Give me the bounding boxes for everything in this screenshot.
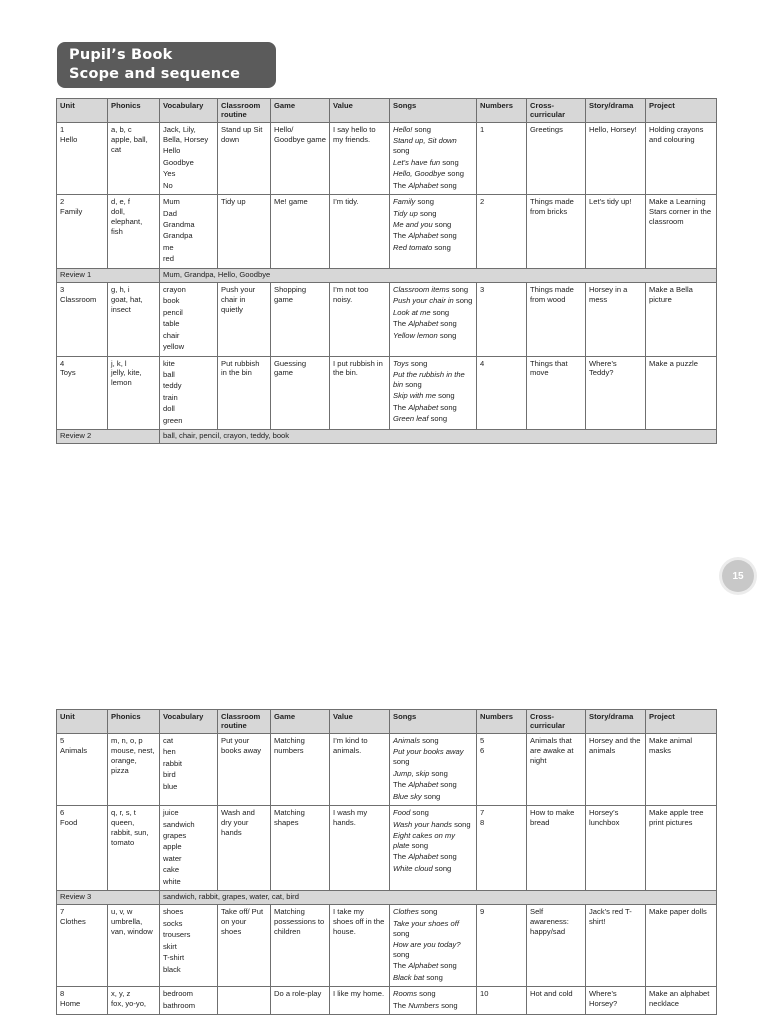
song-line: Red tomato song [393, 242, 451, 252]
routine-cell: Tidy up [218, 195, 271, 269]
number-line: 9 [480, 907, 485, 917]
vocabulary-word: crayon [163, 284, 186, 294]
phonics-line: g, h, i [111, 284, 130, 294]
unit-line: 5 [60, 735, 65, 745]
song-title: Put the rubbish in the bin [393, 369, 465, 389]
song-title: Wash your hands [393, 819, 452, 829]
song-line: The Alphabet song [393, 852, 457, 862]
unit-cell [57, 122, 108, 194]
vocabulary-word: water [163, 853, 182, 863]
routine-cell: Put your books away [218, 733, 271, 805]
song-title: Rooms [393, 989, 418, 999]
unit-cell [57, 987, 108, 1015]
page-number-badge: 15 [722, 560, 754, 592]
phonics-line: jelly, kite, lemon [111, 368, 142, 388]
column-header: Cross-curricular [527, 99, 586, 123]
song-title: White cloud [393, 863, 433, 873]
project-cell: Holding crayons and colouring [646, 122, 717, 194]
review-words: ball, chair, pencil, crayon, teddy, book [160, 430, 717, 444]
vocabulary-cell [160, 733, 218, 805]
routine-cell: Take off/ Put on your shoes [218, 905, 271, 987]
unit-cell [57, 195, 108, 269]
vocabulary-word: Mum [163, 197, 180, 207]
song-title: Toys [393, 358, 409, 368]
vocabulary-word: bedroom [163, 989, 193, 999]
song-line: Toys song [393, 358, 428, 368]
column-header: Vocabulary [160, 99, 218, 123]
song-line: Blue sky song [393, 791, 441, 801]
phonics-cell [108, 733, 160, 805]
unit-cell [57, 905, 108, 987]
phonics-line: x, y, z [111, 989, 131, 999]
numbers-cell [477, 733, 527, 805]
song-line: Food song [393, 808, 429, 818]
phonics-cell [108, 195, 160, 269]
song-title: Green leaf [393, 414, 429, 424]
song-title: Alphabet [408, 780, 439, 790]
cross-curricular-cell: Things that move [527, 356, 586, 430]
game-cell: Matching possessions to children [271, 905, 330, 987]
song-line: Green leaf song [393, 414, 448, 424]
song-title: Look at me [393, 307, 431, 317]
song-line: Skip with me song [393, 391, 455, 401]
songs-cell [390, 195, 477, 269]
unit-line: Animals [60, 745, 88, 755]
story-drama-cell: Where’s Teddy? [586, 356, 646, 430]
unit-line: 8 [60, 989, 65, 999]
column-header: Numbers [477, 99, 527, 123]
song-line: The Numbers song [393, 1000, 458, 1010]
cross-curricular-cell: Self awareness: happy/sad [527, 905, 586, 987]
review-label: Review 1 [57, 268, 160, 282]
song-line: Me and you song [393, 220, 452, 229]
song-title: Numbers [408, 1000, 440, 1010]
vocabulary-word: sandwich [163, 819, 195, 829]
value-cell: I’m tidy. [330, 195, 390, 269]
table-row [57, 806, 717, 891]
vocabulary-word: chair [163, 330, 180, 340]
song-title: Red tomato [393, 242, 433, 252]
phonics-cell [108, 282, 160, 356]
song-line: Wash your hands song [393, 819, 471, 829]
review-words: Mum, Grandpa, Hello, Goodbye [160, 268, 717, 282]
number-line: 10 [480, 989, 489, 999]
column-header: Phonics [108, 710, 160, 734]
vocabulary-word: apple [163, 842, 182, 852]
song-line: Classroom items song [393, 284, 469, 294]
song-line: Put your books away song [393, 747, 464, 767]
song-title: Push your chair in [393, 296, 454, 306]
vocabulary-cell [160, 905, 218, 987]
numbers-cell [477, 905, 527, 987]
phonics-line: apple, ball, cat [111, 134, 148, 154]
song-title: Alphabet [408, 402, 439, 412]
column-header: Game [271, 710, 330, 734]
vocabulary-word: book [163, 296, 180, 306]
vocabulary-cell [160, 356, 218, 430]
game-cell: Matching shapes [271, 806, 330, 891]
column-header: Project [646, 99, 717, 123]
unit-line: 3 [60, 284, 65, 294]
phonics-cell [108, 122, 160, 194]
song-line: Let’s have fun song [393, 157, 459, 167]
phonics-cell [108, 806, 160, 891]
unit-line: Clothes [60, 917, 86, 927]
vocabulary-word: socks [163, 918, 183, 928]
song-line: Stand up, Sit down song [393, 136, 457, 156]
story-drama-cell: Jack’s red T-shirt! [586, 905, 646, 987]
number-line: 6 [480, 745, 485, 755]
song-title: Clothes [393, 907, 419, 917]
game-cell: Me! game [271, 195, 330, 269]
songs-cell [390, 122, 477, 194]
phonics-cell [108, 356, 160, 430]
song-line: White cloud song [393, 863, 452, 873]
review-row [57, 891, 717, 905]
song-title: Alphabet [408, 180, 439, 190]
song-line: Rooms song [393, 989, 436, 999]
vocabulary-cell [160, 195, 218, 269]
song-line: Hello, Goodbye song [393, 169, 464, 179]
song-title: Take your shoes off [393, 918, 459, 928]
song-title: Tidy up [393, 208, 418, 218]
vocabulary-word: grapes [163, 831, 187, 840]
song-title: Alphabet [408, 319, 439, 329]
unit-line: Classroom [60, 294, 97, 304]
vocabulary-cell [160, 122, 218, 194]
column-header: Story/drama [586, 710, 646, 734]
review-label: Review 2 [57, 430, 160, 444]
vocabulary-word: train [163, 392, 178, 402]
project-cell: Make animal masks [646, 733, 717, 805]
unit-line: 7 [60, 907, 65, 917]
song-title: How are you today? [393, 940, 461, 950]
vocabulary-word: Grandpa [163, 231, 193, 241]
song-line: Eight cakes on my plate song [393, 831, 456, 850]
vocabulary-word: yellow [163, 342, 185, 352]
vocabulary-word: blue [163, 781, 178, 791]
song-line: The Alphabet song [393, 319, 457, 329]
vocabulary-word: me [163, 242, 174, 252]
song-line: The Alphabet song [393, 231, 457, 241]
numbers-cell [477, 195, 527, 269]
phonics-line: mouse, nest, orange, pizza [111, 745, 155, 775]
number-line: 1 [480, 124, 485, 134]
vocabulary-word: black [163, 964, 181, 974]
numbers-cell [477, 806, 527, 891]
story-drama-cell: Let’s tidy up! [586, 195, 646, 269]
vocabulary-cell [160, 987, 218, 1015]
value-cell: I’m not too noisy. [330, 282, 390, 356]
numbers-cell [477, 122, 527, 194]
song-title: Blue sky [393, 791, 422, 801]
column-header: Songs [390, 99, 477, 123]
review-words: sandwich, rabbit, grapes, water, cat, bird [160, 891, 717, 905]
vocabulary-word: cat [163, 735, 174, 745]
unit-line: 2 [60, 197, 65, 207]
column-header: Project [646, 710, 717, 734]
song-title: Alphabet [408, 852, 439, 862]
routine-cell: Stand up Sit down [218, 122, 271, 194]
unit-line: Toys [60, 368, 76, 378]
songs-cell [390, 987, 477, 1015]
songs-cell [390, 806, 477, 891]
unit-cell [57, 356, 108, 430]
phonics-line: a, b, c [111, 124, 132, 134]
numbers-cell [477, 356, 527, 430]
game-cell: Guessing game [271, 356, 330, 430]
vocabulary-word: Dad [163, 208, 177, 218]
vocabulary-word: pencil [163, 307, 183, 317]
cross-curricular-cell: Greetings [527, 122, 586, 194]
song-title: Let’s have fun [393, 157, 441, 167]
project-cell: Make apple tree print pictures [646, 806, 717, 891]
vocabulary-word: skirt [163, 941, 177, 951]
unit-cell [57, 282, 108, 356]
project-cell: Make a Learning Stars corner in the classroom [646, 195, 717, 269]
project-cell: Make an alphabet necklace [646, 987, 717, 1015]
song-line: Black bat song [393, 972, 443, 982]
routine-cell: Put rubbish in the bin [218, 356, 271, 430]
value-cell: I put rubbish in the bin. [330, 356, 390, 430]
number-line: 2 [480, 197, 485, 207]
table-header-row [57, 710, 717, 734]
number-line: 5 [480, 735, 485, 745]
routine-cell: Wash and dry your hands [218, 806, 271, 891]
story-drama-cell: Horsey’s lunchbox [586, 806, 646, 891]
unit-line: Food [60, 817, 78, 827]
song-line: Hello! song [393, 124, 431, 134]
vocabulary-word: hen [163, 747, 176, 757]
song-title: Alphabet [408, 231, 439, 241]
column-header: Classroom routine [218, 99, 271, 123]
title-line-1: Pupil’s Book [69, 47, 173, 63]
story-drama-cell: Horsey in a mess [586, 282, 646, 356]
vocabulary-word: green [163, 415, 183, 425]
phonics-line: d, e, f [111, 197, 130, 207]
unit-line: Hello [60, 134, 78, 144]
vocabulary-word: rabbit [163, 758, 182, 768]
vocabulary-word: Yes [163, 169, 176, 179]
number-line: 8 [480, 817, 485, 827]
phonics-line: umbrella, van, window [111, 917, 153, 936]
column-header: Value [330, 710, 390, 734]
vocabulary-word: shoes [163, 907, 184, 917]
song-line: The Alphabet song [393, 780, 457, 790]
phonics-line: q, r, s, t [111, 808, 136, 818]
review-label: Review 3 [57, 891, 160, 905]
project-cell: Make a puzzle [646, 356, 717, 430]
song-line: Clothes song [393, 907, 438, 917]
song-title: Hello! [393, 124, 413, 134]
value-cell: I’m kind to animals. [330, 733, 390, 805]
table-row [57, 987, 717, 1015]
songs-cell [390, 356, 477, 430]
phonics-cell [108, 905, 160, 987]
vocabulary-word: bathroom [163, 1000, 196, 1010]
number-line: 3 [480, 284, 485, 294]
phonics-line: fox, yo-yo, [111, 999, 147, 1009]
song-line: Yellow lemon song [393, 330, 457, 340]
value-cell: I wash my hands. [330, 806, 390, 891]
table-row [57, 733, 717, 805]
project-cell: Make a Bella picture [646, 282, 717, 356]
column-header: Game [271, 99, 330, 123]
numbers-cell [477, 282, 527, 356]
value-cell: I take my shoes off in the house. [330, 905, 390, 987]
story-drama-cell: Horsey and the animals [586, 733, 646, 805]
phonics-cell [108, 987, 160, 1015]
column-header: Unit [57, 710, 108, 734]
column-header: Songs [390, 710, 477, 734]
phonics-line: j, k, l [111, 358, 127, 368]
unit-line: Home [60, 999, 81, 1009]
song-title: Food [393, 808, 411, 818]
song-title: Hello, Goodbye [393, 169, 446, 179]
song-title: Me and you [393, 220, 433, 229]
vocabulary-word: white [163, 876, 181, 886]
song-line: The Alphabet song [393, 402, 457, 412]
songs-cell [390, 733, 477, 805]
phonics-line: doll, elephant, fish [111, 206, 143, 236]
cross-curricular-cell: Things made from bricks [527, 195, 586, 269]
unit-cell [57, 733, 108, 805]
table-row [57, 356, 717, 430]
story-drama-cell: Hello, Horsey! [586, 122, 646, 194]
phonics-line: u, v, w [111, 907, 133, 917]
vocabulary-word: teddy [163, 381, 182, 391]
review-row [57, 430, 717, 444]
column-header: Numbers [477, 710, 527, 734]
cross-curricular-cell: Hot and cold [527, 987, 586, 1015]
song-line: The Alphabet song [393, 961, 457, 971]
game-cell: Hello/ Goodbye game [271, 122, 330, 194]
vocabulary-word: Hello [163, 146, 181, 156]
column-header: Cross-curricular [527, 710, 586, 734]
review-row [57, 268, 717, 282]
vocabulary-word: doll [163, 404, 175, 414]
vocabulary-word: T-shirt [163, 953, 185, 963]
song-title: Eight cakes on my plate [393, 831, 456, 850]
phonics-line: queen, rabbit, sun, tomato [111, 817, 149, 847]
unit-line: 4 [60, 358, 65, 368]
vocabulary-word: Jack, Lily, Bella, Horsey [163, 124, 209, 144]
column-header: Story/drama [586, 99, 646, 123]
number-line: 4 [480, 358, 485, 368]
story-drama-cell: Where’s Horsey? [586, 987, 646, 1015]
vocabulary-cell [160, 282, 218, 356]
phonics-line: goat, hat, insect [111, 294, 143, 314]
song-title: Family [393, 197, 416, 207]
routine-cell [218, 987, 271, 1015]
phonics-line: m, n, o, p [111, 735, 143, 745]
column-header: Value [330, 99, 390, 123]
cross-curricular-cell: How to make bread [527, 806, 586, 891]
table-row [57, 905, 717, 987]
song-line: How are you today? song [393, 940, 461, 959]
cross-curricular-cell: Animals that are awake at night [527, 733, 586, 805]
numbers-cell [477, 987, 527, 1015]
song-line: Look at me song [393, 307, 450, 317]
project-cell: Make paper dolls [646, 905, 717, 987]
song-line: Jump, skip song [393, 768, 448, 778]
cross-curricular-cell: Things made from wood [527, 282, 586, 356]
scope-table-bottom [56, 709, 717, 1015]
song-line: Put the rubbish in the bin song [393, 369, 465, 389]
song-line: Take your shoes off song [393, 918, 459, 938]
column-header: Unit [57, 99, 108, 123]
game-cell: Shopping game [271, 282, 330, 356]
value-cell: I say hello to my friends. [330, 122, 390, 194]
songs-cell [390, 282, 477, 356]
vocabulary-word: juice [163, 808, 179, 818]
vocabulary-word: No [163, 180, 173, 190]
vocabulary-word: table [163, 319, 180, 329]
song-line: Animals song [393, 735, 439, 745]
vocabulary-word: red [163, 254, 174, 264]
song-line: The Alphabet song [393, 180, 457, 190]
table-header-row [57, 99, 717, 123]
unit-line: 1 [60, 124, 65, 134]
vocabulary-word: cake [163, 865, 180, 875]
column-header: Classroom routine [218, 710, 271, 734]
song-title: Put your books away [393, 747, 464, 757]
column-header: Phonics [108, 99, 160, 123]
song-line: Push your chair in song [393, 296, 473, 306]
game-cell: Matching numbers [271, 733, 330, 805]
scope-table-top [56, 98, 717, 444]
vocabulary-word: ball [163, 369, 175, 379]
page-title [57, 42, 276, 88]
song-title: Yellow lemon [393, 330, 438, 340]
number-line: 7 [480, 808, 485, 818]
table-row [57, 122, 717, 194]
song-title: Black bat [393, 972, 425, 982]
value-cell: I like my home. [330, 987, 390, 1015]
song-title: Animals [393, 735, 421, 745]
song-title: Jump, skip [393, 768, 430, 778]
unit-cell [57, 806, 108, 891]
song-title: Skip with me [393, 391, 437, 401]
songs-cell [390, 905, 477, 987]
unit-line: 6 [60, 808, 65, 818]
title-line-2: Scope and sequence [69, 66, 241, 82]
vocabulary-word: Goodbye [163, 157, 194, 167]
song-title: Classroom items [393, 284, 450, 294]
vocabulary-word: Grandma [163, 220, 195, 229]
table-row [57, 282, 717, 356]
routine-cell: Push your chair in quietly [218, 282, 271, 356]
vocabulary-word: trousers [163, 930, 191, 940]
vocabulary-word: kite [163, 358, 175, 368]
song-title: Stand up, Sit down [393, 136, 457, 146]
table-row [57, 195, 717, 269]
song-title: Alphabet [408, 961, 439, 971]
vocabulary-word: bird [163, 770, 176, 780]
game-cell: Do a role-play [271, 987, 330, 1015]
unit-line: Family [60, 206, 83, 216]
song-line: Family song [393, 197, 434, 207]
column-header: Vocabulary [160, 710, 218, 734]
vocabulary-cell [160, 806, 218, 891]
song-line: Tidy up song [393, 208, 437, 218]
